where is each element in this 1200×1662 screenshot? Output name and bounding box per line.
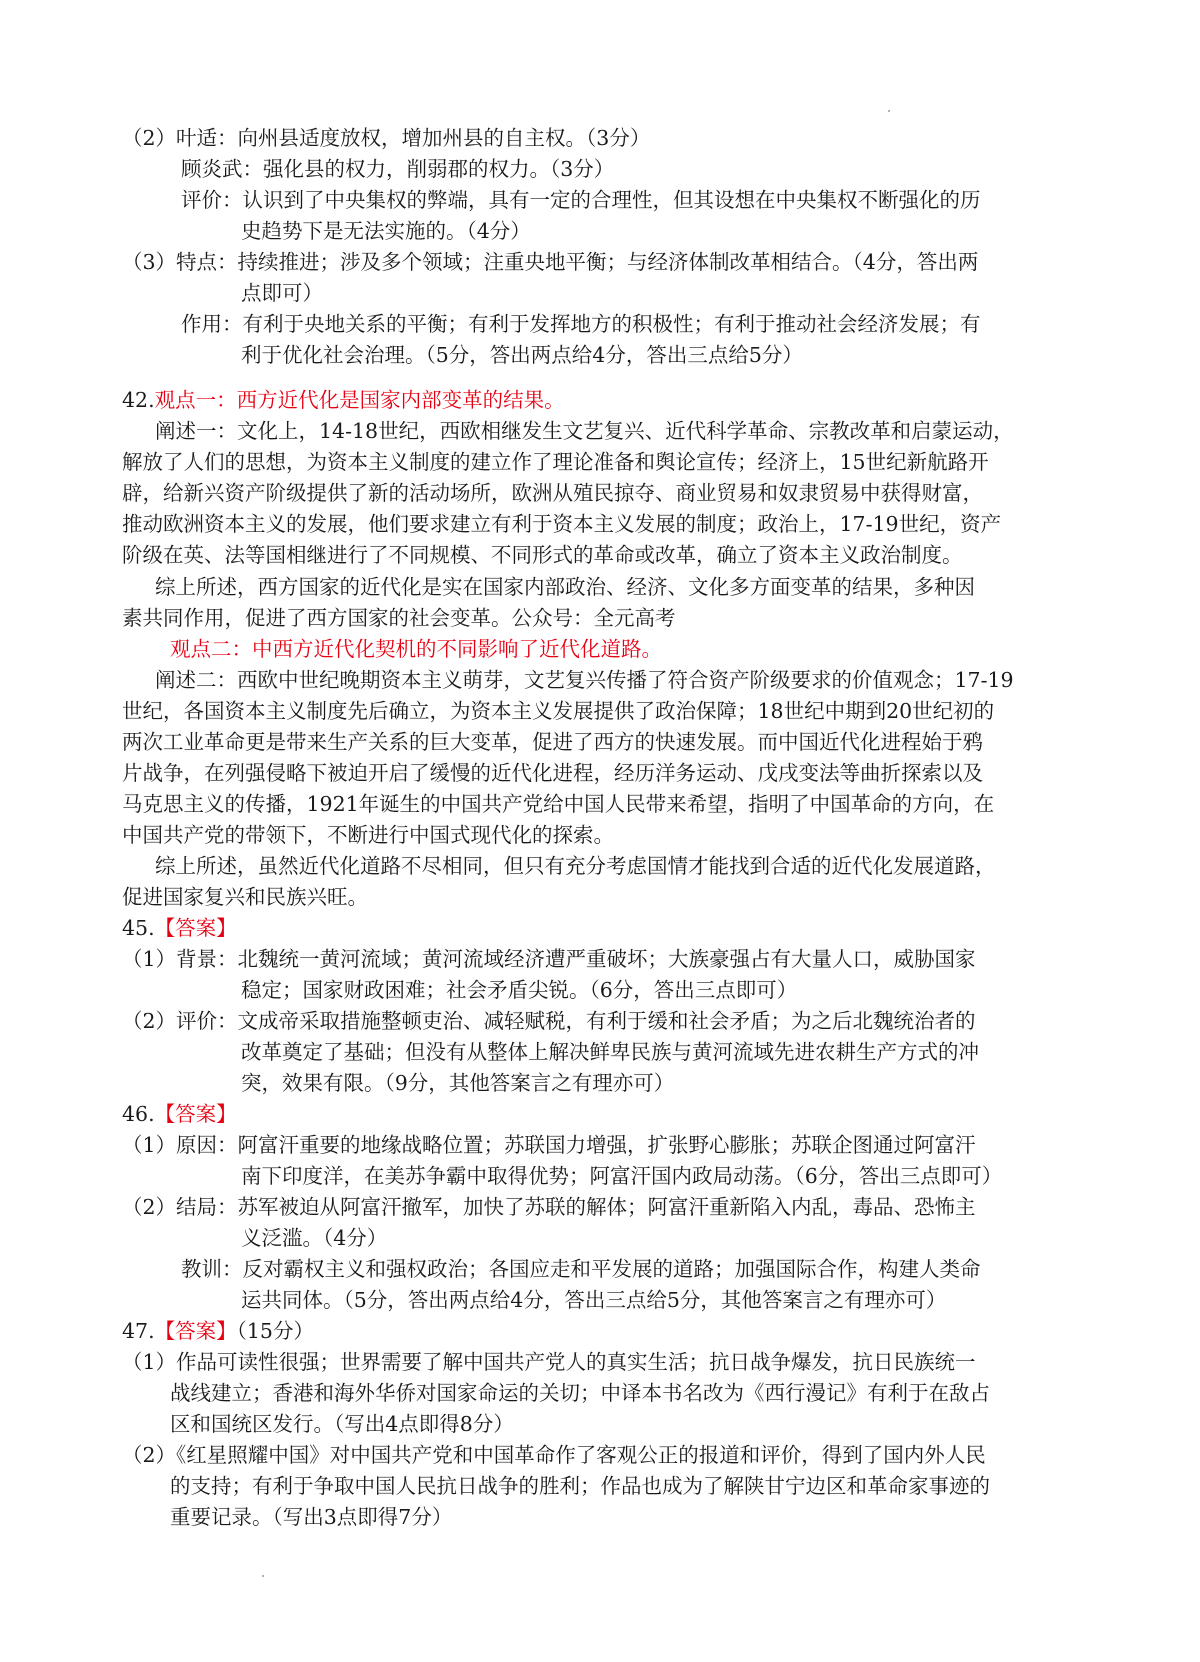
q42-para2-line: 中国共产党的带领下，不断进行中国式现代化的探索。 — [122, 823, 614, 847]
q45-p2-line3: 突，效果有限。（9分，其他答案言之有理亦可） — [241, 1071, 675, 1095]
q45-p2-line2: 改革奠定了基础；但没有从整体上解决鲜卑民族与黄河流域先进农耕生产方式的冲 — [241, 1040, 979, 1064]
answer-label: 【答案】 — [154, 1319, 237, 1343]
q41-p3-effect-line2: 利于优化社会治理。（5分，答出两点给4分，答出三点给5分） — [241, 343, 803, 367]
q47-score: （15分） — [236, 1319, 314, 1343]
q47-p1-line: （1）作品可读性很强；世界需要了解中国共产党人的真实生活；抗日战争爆发，抗日民族统一 — [122, 1350, 976, 1374]
q41-p2-eval-line2: 史趋势下是无法实施的。（4分） — [241, 219, 531, 243]
q42-para1-line: 解放了人们的思想，为资本主义制度的建立作了理论准备和舆论宣传；经济上，15世纪新航路开 — [122, 450, 989, 474]
q42-heading — [122, 385, 565, 416]
question-number: 47. — [122, 1319, 155, 1343]
q41-p2-eval-line1: 评价：认识到了中央集权的弊端，具有一定的合理性，但其设想在中央集权不断强化的历 — [181, 188, 981, 212]
q42-para1-line: 阐述一：文化上，14-18世纪，西欧相继发生文艺复兴、近代科学革命、宗教改革和启蒙运动， — [155, 419, 1014, 443]
q42-para1-line: 阶级在英、法等国相继进行了不同规模、不同形式的革命或改革，确立了资本主义政治制度。 — [122, 543, 963, 567]
q42-summary1-line: 综上所述，西方国家的近代化是实在国家内部政治、经济、文化多方面变革的结果，多种因 — [155, 575, 975, 599]
q46-p3-line2: 运共同体。（5分，答出两点给4分，答出三点给5分，其他答案言之有理亦可） — [241, 1288, 947, 1312]
q42-para2-line: 马克思主义的传播，1921年诞生的中国共产党给中国人民带来希望，指明了中国革命的方向，在 — [122, 792, 995, 816]
answer-label: 【答案】 — [154, 916, 237, 940]
q42-view2: 观点二：中西方近代化契机的不同影响了近代化道路。 — [170, 637, 662, 661]
scan-dot — [888, 110, 890, 112]
q47-p2-line: 重要记录。（写出3点即得7分） — [170, 1505, 453, 1529]
q47-p1-line: 战线建立；香港和海外华侨对国家命运的关切；中译本书名改为《西行漫记》有利于在敌占 — [170, 1381, 990, 1405]
q46-p3-line1: 教训：反对霸权主义和强权政治；各国应走和平发展的道路；加强国际合作，构建人类命 — [181, 1257, 981, 1281]
q42-para2-line: 世纪，各国资本主义制度先后确立，为资本主义发展提供了政治保障；18世纪中期到20世纪初的 — [122, 699, 995, 723]
q41-p3-effect-line1: 作用：有利于央地关系的平衡；有利于发挥地方的积极性；有利于推动社会经济发展；有 — [181, 312, 981, 336]
q42-summary1-line: 素共同作用，促进了西方国家的社会变革。公众号：全元高考 — [122, 606, 676, 630]
question-number: 45. — [122, 916, 155, 940]
q42-view1: 观点一：西方近代化是国家内部变革的结果。 — [154, 388, 565, 412]
q42-para2-line: 片战争，在列强侵略下被迫开启了缓慢的近代化进程，经历洋务运动、戊戌变法等曲折探索以及 — [122, 761, 983, 785]
question-number: 42. — [122, 388, 155, 412]
q42-para2-line: 阐述二：西欧中世纪晚期资本主义萌芽，文艺复兴传播了符合资产阶级要求的价值观念；17-19 — [155, 668, 1014, 692]
q47-p1-line: 区和国统区发行。（写出4点即得8分） — [170, 1412, 514, 1436]
q47-p2-line: （2）《红星照耀中国》对中国共产党和中国革命作了客观公正的报道和评价，得到了国内外人民 — [122, 1443, 986, 1467]
q42-summary2-line: 综上所述，虽然近代化道路不尽相同，但只有充分考虑国情才能找到合适的近代化发展道路， — [155, 854, 996, 878]
answer-label: 【答案】 — [154, 1102, 237, 1126]
q45-p2-line1: （2）评价：文成帝采取措施整顿吏治、减轻赋税，有利于缓和社会矛盾；为之后北魏统治者的 — [122, 1009, 976, 1033]
q47-heading — [122, 1316, 314, 1347]
q46-p1-line2: 南下印度洋，在美苏争霸中取得优势；阿富汗国内政局动荡。（6分，答出三点即可） — [241, 1164, 1003, 1188]
q46-p2-line2: 义泛滥。（4分） — [241, 1226, 388, 1250]
q41-p3-line1: （3）特点：持续推进；涉及多个领域；注重央地平衡；与经济体制改革相结合。（4分，答出两 — [122, 250, 979, 274]
q47-p2-line: 的支持；有利于争取中国人民抗日战争的胜利；作品也成为了解陕甘宁边区和革命家事迹的 — [170, 1474, 990, 1498]
q42-para1-line: 辟，给新兴资产阶级提供了新的活动场所，欧洲从殖民掠夺、商业贸易和奴隶贸易中获得财富， — [122, 481, 983, 505]
q41-p3-line2: 点即可） — [241, 281, 323, 305]
q45-p1-line2: 稳定；国家财政困难；社会矛盾尖锐。（6分，答出三点即可） — [241, 978, 798, 1002]
q41-p2-gu: 顾炎武：强化县的权力，削弱郡的权力。（3分） — [181, 157, 615, 181]
q45-heading — [122, 913, 237, 944]
question-number: 46. — [122, 1102, 155, 1126]
q41-p2-line1: （2）叶适：向州县适度放权，增加州县的自主权。（3分） — [122, 126, 651, 150]
q42-para1-line: 推动欧洲资本主义的发展，他们要求建立有利于资本主义发展的制度；政治上，17-19世纪，资产 — [122, 512, 1002, 536]
q42-summary2-line: 促进国家复兴和民族兴旺。 — [122, 885, 368, 909]
q42-para2-line: 两次工业革命更是带来生产关系的巨大变革，促进了西方的快速发展。而中国近代化进程始于鸦 — [122, 730, 983, 754]
q46-p1-line1: （1）原因：阿富汗重要的地缘战略位置；苏联国力增强，扩张野心膨胀；苏联企图通过阿富汗 — [122, 1133, 976, 1157]
q45-p1-line1: （1）背景：北魏统一黄河流域；黄河流域经济遭严重破坏；大族豪强占有大量人口，威胁国家 — [122, 947, 976, 971]
q46-heading — [122, 1099, 237, 1130]
q46-p2-line1: （2）结局：苏军被迫从阿富汗撤军，加快了苏联的解体；阿富汗重新陷入内乱，毒品、恐怖主 — [122, 1195, 976, 1219]
scan-dot — [262, 1575, 264, 1577]
